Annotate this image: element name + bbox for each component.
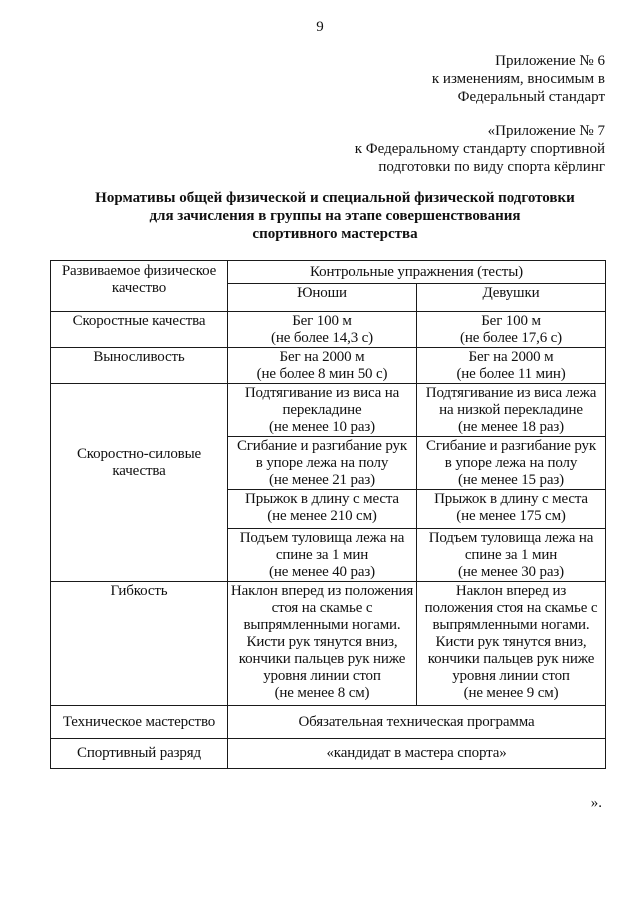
header-tests-cell: Контрольные упражнения (тесты) [228, 261, 606, 284]
girls-norm-cell: Сгибание и разгибание рук в упоре лежа на полу (не менее 15 раз) [417, 437, 606, 490]
girls-norm-cell: Наклон вперед из положения стоя на скамье с выпрямленными ногами. Кисти рук тянутся вниз, кончики пальцев рук ниже уровня линии стоп (не менее 9 см) [417, 582, 606, 706]
girls-norm-cell: Бег на 2000 м (не более 11 мин) [417, 348, 606, 384]
common-requirement-cell: «кандидат в мастера спорта» [228, 739, 606, 769]
boys-norm-cell: Подтягивание из виса на перекладине (не менее 10 раз) [228, 384, 417, 437]
table-row [51, 348, 606, 384]
header-boys-cell: Юноши [228, 284, 417, 312]
quality-cell: Выносливость [51, 348, 228, 384]
girls-norm-cell: Подъем туловища лежа на спине за 1 мин (не менее 30 раз) [417, 529, 606, 582]
boys-norm-cell: Сгибание и разгибание рук в упоре лежа на полу (не менее 21 раз) [228, 437, 417, 490]
common-requirement-cell: Обязательная техническая программа [228, 706, 606, 739]
quality-cell: Скоростные качества [51, 312, 228, 348]
header-quality-cell: Развиваемое физическое качество [51, 261, 228, 312]
boys-norm-cell: Наклон вперед из положения стоя на скамье с выпрямленными ногами. Кисти рук тянутся вниз, кончики пальцев рук ниже уровня линии стоп (не менее 8 см) [228, 582, 417, 706]
table-header-row [51, 261, 606, 284]
quality-cell: Скоростно-силовые качества [51, 384, 228, 582]
table-row [51, 384, 606, 437]
boys-norm-cell: Прыжок в длину с места (не менее 210 см) [228, 490, 417, 529]
table-row [51, 706, 606, 739]
boys-norm-cell: Бег на 2000 м (не более 8 мин 50 с) [228, 348, 417, 384]
appendix-reference: «Приложение № 7 к Федеральному стандарту спортивной подготовки по виду спорта кёрлинг [354, 123, 605, 175]
table-row [51, 582, 606, 706]
girls-norm-cell: Прыжок в длину с места (не менее 175 см) [417, 490, 606, 529]
standards-table [50, 260, 606, 769]
appendix-note: Приложение № 6 к изменениям, вносимым в Федеральный стандарт [431, 53, 605, 105]
girls-norm-cell: Бег 100 м (не более 17,6 с) [417, 312, 606, 348]
quality-cell: Техническое мастерство [51, 706, 228, 739]
table-row [51, 312, 606, 348]
closing-quote-mark: ». [590, 795, 602, 811]
table-row [51, 739, 606, 769]
header-girls-cell: Девушки [417, 284, 606, 312]
girls-norm-cell: Подтягивание из виса лежа на низкой перекладине (не менее 18 раз) [417, 384, 606, 437]
document-title: Нормативы общей физической и специальной физической подготовки для зачисления в группы на этапе совершенствования спортивного мастерства [95, 190, 575, 242]
boys-norm-cell: Подъем туловища лежа на спине за 1 мин (не менее 40 раз) [228, 529, 417, 582]
boys-norm-cell: Бег 100 м (не более 14,3 с) [228, 312, 417, 348]
quality-cell: Спортивный разряд [51, 739, 228, 769]
page-number: 9 [316, 19, 324, 35]
quality-cell: Гибкость [51, 582, 228, 706]
